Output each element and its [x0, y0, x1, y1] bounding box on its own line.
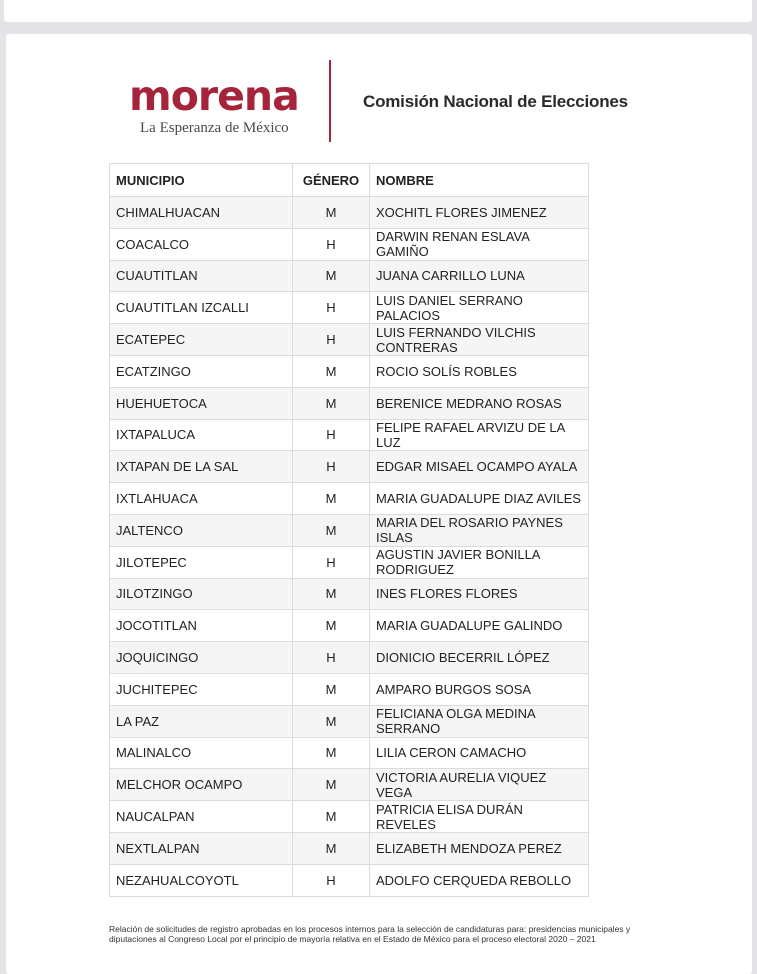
nombre-cell: LUIS DANIEL SERRANO PALACIOS [370, 292, 589, 324]
nombre-cell: ROCIO SOLÍS ROBLES [370, 355, 589, 387]
document-page [6, 34, 752, 974]
genero-cell: M [293, 483, 370, 515]
genero-cell: M [293, 832, 370, 864]
footnote: Relación de solicitudes de registro aprobadas en los procesos internos para la selección de candidaturas para: presidencias municipales y diputaciones al Congreso Local por el principio de mayoría relativa en el Estado de México para el proceso electoral 2020 – 2021 [109, 924, 631, 944]
table-row [110, 355, 589, 387]
genero-cell: M [293, 673, 370, 705]
municipio-cell: MELCHOR OCAMPO [110, 769, 293, 801]
table-row [110, 483, 589, 515]
municipio-cell: NAUCALPAN [110, 801, 293, 833]
table-row [110, 705, 589, 737]
genero-cell: H [293, 324, 370, 356]
municipio-cell: CUAUTITLAN IZCALLI [110, 292, 293, 324]
column-header-nombre: NOMBRE [370, 164, 589, 197]
municipio-cell: IXTAPALUCA [110, 419, 293, 451]
nombre-cell: EDGAR MISAEL OCAMPO AYALA [370, 451, 589, 483]
genero-cell: M [293, 387, 370, 419]
nombre-cell: MARIA GUADALUPE GALINDO [370, 610, 589, 642]
genero-cell: H [293, 228, 370, 260]
candidates-table [109, 163, 589, 897]
nombre-cell: AMPARO BURGOS SOSA [370, 673, 589, 705]
nombre-cell: DIONICIO BECERRIL LÓPEZ [370, 642, 589, 674]
municipio-cell: CUAUTITLAN [110, 260, 293, 292]
column-header-genero: GÉNERO [293, 164, 370, 197]
table-row [110, 578, 589, 610]
table-row [110, 769, 589, 801]
genero-cell: M [293, 514, 370, 546]
municipio-cell: MALINALCO [110, 737, 293, 769]
municipio-cell: JILOTEPEC [110, 546, 293, 578]
nombre-cell: BERENICE MEDRANO ROSAS [370, 387, 589, 419]
nombre-cell: FELICIANA OLGA MEDINA SERRANO [370, 705, 589, 737]
table-row [110, 642, 589, 674]
nombre-cell: PATRICIA ELISA DURÁN REVELES [370, 801, 589, 833]
nombre-cell: INES FLORES FLORES [370, 578, 589, 610]
municipio-cell: IXTLAHUACA [110, 483, 293, 515]
genero-cell: M [293, 578, 370, 610]
genero-cell: M [293, 260, 370, 292]
morena-logo: morena [129, 72, 299, 120]
municipio-cell: JOQUICINGO [110, 642, 293, 674]
nombre-cell: DARWIN RENAN ESLAVA GAMIÑO [370, 228, 589, 260]
nombre-cell: MARIA GUADALUPE DIAZ AVILES [370, 483, 589, 515]
municipio-cell: COACALCO [110, 228, 293, 260]
municipio-cell: JUCHITEPEC [110, 673, 293, 705]
genero-cell: H [293, 292, 370, 324]
genero-cell: M [293, 769, 370, 801]
table-row [110, 419, 589, 451]
municipio-cell: JALTENCO [110, 514, 293, 546]
genero-cell: H [293, 864, 370, 896]
logo-tagline: La Esperanza de México [140, 120, 289, 136]
nombre-cell: XOCHITL FLORES JIMENEZ [370, 197, 589, 229]
municipio-cell: IXTAPAN DE LA SAL [110, 451, 293, 483]
municipio-cell: JOCOTITLAN [110, 610, 293, 642]
table-row [110, 737, 589, 769]
table-row [110, 228, 589, 260]
table-row [110, 387, 589, 419]
nombre-cell: ELIZABETH MENDOZA PEREZ [370, 832, 589, 864]
municipio-cell: HUEHUETOCA [110, 387, 293, 419]
nombre-cell: VICTORIA AURELIA VIQUEZ VEGA [370, 769, 589, 801]
table-row [110, 324, 589, 356]
nombre-cell: AGUSTIN JAVIER BONILLA RODRIGUEZ [370, 546, 589, 578]
column-header-municipio: MUNICIPIO [110, 164, 293, 197]
table-row [110, 801, 589, 833]
table-row [110, 451, 589, 483]
table-row [110, 864, 589, 896]
nombre-cell: ADOLFO CERQUEDA REBOLLO [370, 864, 589, 896]
table-header-row [110, 164, 589, 197]
municipio-cell: NEZAHUALCOYOTL [110, 864, 293, 896]
genero-cell: H [293, 546, 370, 578]
municipio-cell: ECATZINGO [110, 355, 293, 387]
nombre-cell: FELIPE RAFAEL ARVIZU DE LA LUZ [370, 419, 589, 451]
genero-cell: M [293, 355, 370, 387]
table-row [110, 514, 589, 546]
nombre-cell: LILIA CERON CAMACHO [370, 737, 589, 769]
municipio-cell: LA PAZ [110, 705, 293, 737]
header-divider [329, 60, 331, 142]
genero-cell: H [293, 642, 370, 674]
nombre-cell: JUANA CARRILLO LUNA [370, 260, 589, 292]
municipio-cell: NEXTLALPAN [110, 832, 293, 864]
table-row [110, 610, 589, 642]
previous-page-edge [4, 0, 752, 22]
nombre-cell: LUIS FERNANDO VILCHIS CONTRERAS [370, 324, 589, 356]
municipio-cell: JILOTZINGO [110, 578, 293, 610]
genero-cell: M [293, 801, 370, 833]
genero-cell: M [293, 197, 370, 229]
table-row [110, 197, 589, 229]
nombre-cell: MARIA DEL ROSARIO PAYNES ISLAS [370, 514, 589, 546]
municipio-cell: ECATEPEC [110, 324, 293, 356]
municipio-cell: CHIMALHUACAN [110, 197, 293, 229]
genero-cell: M [293, 705, 370, 737]
table-row [110, 832, 589, 864]
genero-cell: H [293, 419, 370, 451]
table-row [110, 260, 589, 292]
table-row [110, 546, 589, 578]
genero-cell: H [293, 451, 370, 483]
commission-title: Comisión Nacional de Elecciones [363, 92, 628, 111]
table-row [110, 292, 589, 324]
genero-cell: M [293, 610, 370, 642]
table-row [110, 673, 589, 705]
genero-cell: M [293, 737, 370, 769]
